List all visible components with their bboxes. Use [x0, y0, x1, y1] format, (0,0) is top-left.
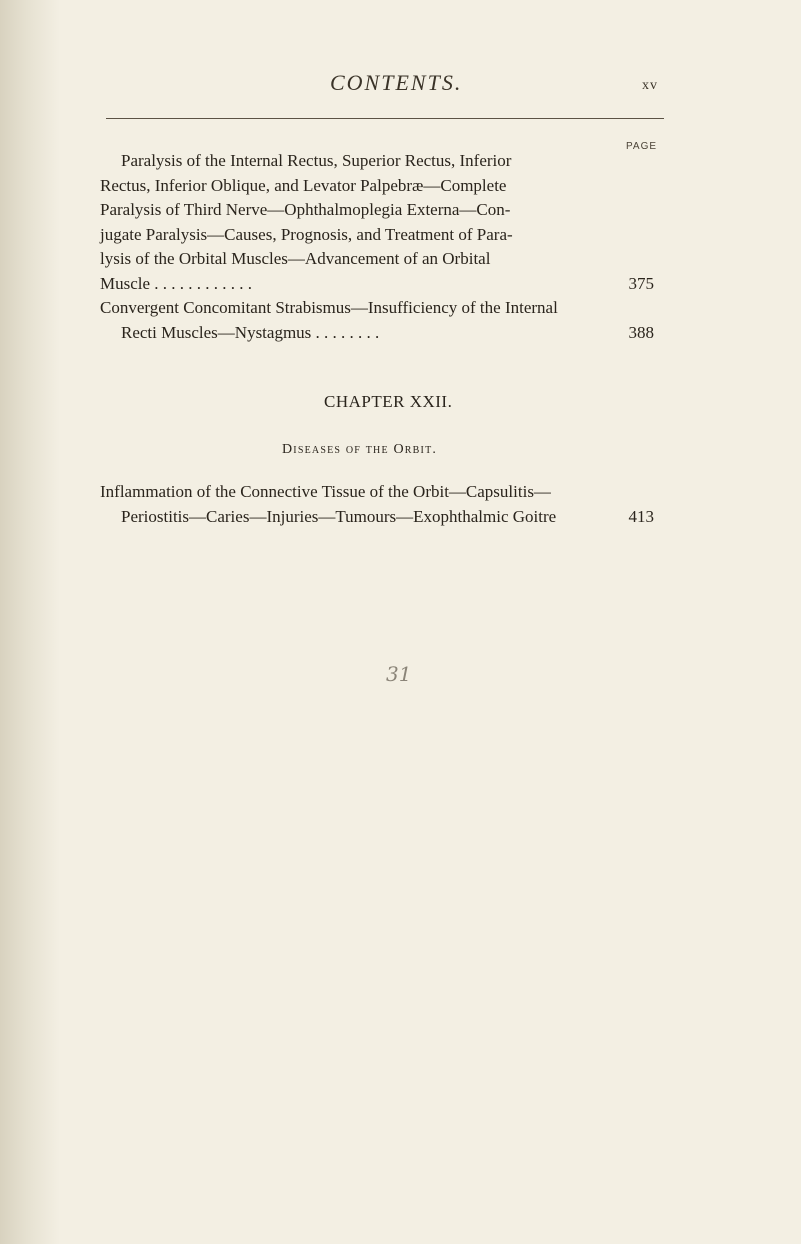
book-page: CONTENTS. xv PAGE Paralysis of the Internal Rectus, Superior Rectus, Inferior Rectus, Inferior Oblique, and Levator Palpebræ—Complete Paralysis of Third Nerve—Ophthalmoplegia Externa—Con- jugate Paralysis—Causes, Prognosis, and Treatment of Para- lysis of the Orbital Muscles—Advancement of an Orbital Muscle . . . . . . . . . . . . 375 Convergent Concomitant Strabismus—Insufficiency of the Internal Recti Muscles—Nystagmus . . . . . . . . 388 CHAPTER XXII. Diseases of the Orbit. Inflammation of the Connective Tissue of the Orbit—Capsulitis— Periostitis—Caries—Injuries—Tumours—Exophthalmic Goitre 413 31 — [0, 0, 801, 1244]
header-rule — [106, 118, 664, 119]
entry-page-number: 413 — [628, 506, 654, 526]
entry-line: Convergent Concomitant Strabismus—Insufficiency of the Internal — [100, 298, 558, 317]
entry-line: Rectus, Inferior Oblique, and Levator Palpebræ—Complete — [100, 175, 507, 195]
page-column-label: PAGE — [626, 141, 658, 152]
entry-line: Paralysis of Third Nerve—Ophthalmoplegia Externa—Con- — [100, 200, 511, 219]
entry-page-number: 388 — [628, 322, 654, 342]
toc-entry — [100, 296, 654, 345]
running-title: CONTENTS. — [330, 70, 463, 95]
chapter-subtitle: Diseases of the Orbit. — [282, 442, 438, 457]
pencil-annotation: 31 — [386, 662, 412, 686]
page-number: xv — [642, 78, 658, 93]
entry-line: Inflammation of the Connective Tissue of the Orbit—Capsulitis— — [100, 482, 551, 501]
entry-line: jugate Paralysis—Causes, Prognosis, and Treatment of Para- — [100, 224, 513, 244]
entry-line: Recti Muscles—Nystagmus . . . . . . . . 388 — [100, 321, 654, 346]
toc-entry — [100, 149, 654, 296]
entry-page-number: 375 — [628, 273, 654, 293]
entry-line: lysis of the Orbital Muscles—Advancement of an Orbital — [100, 249, 491, 268]
page-binding-shadow — [0, 0, 60, 1244]
running-head — [0, 70, 801, 110]
entry-line: Muscle . . . . . . . . . . . . 375 — [100, 272, 633, 297]
toc-entry — [100, 480, 654, 529]
entry-line: Periostitis—Caries—Injuries—Tumours—Exophthalmic Goitre 413 — [100, 505, 654, 530]
entry-line: Paralysis of the Internal Rectus, Superior Rectus, Inferior — [121, 151, 512, 170]
